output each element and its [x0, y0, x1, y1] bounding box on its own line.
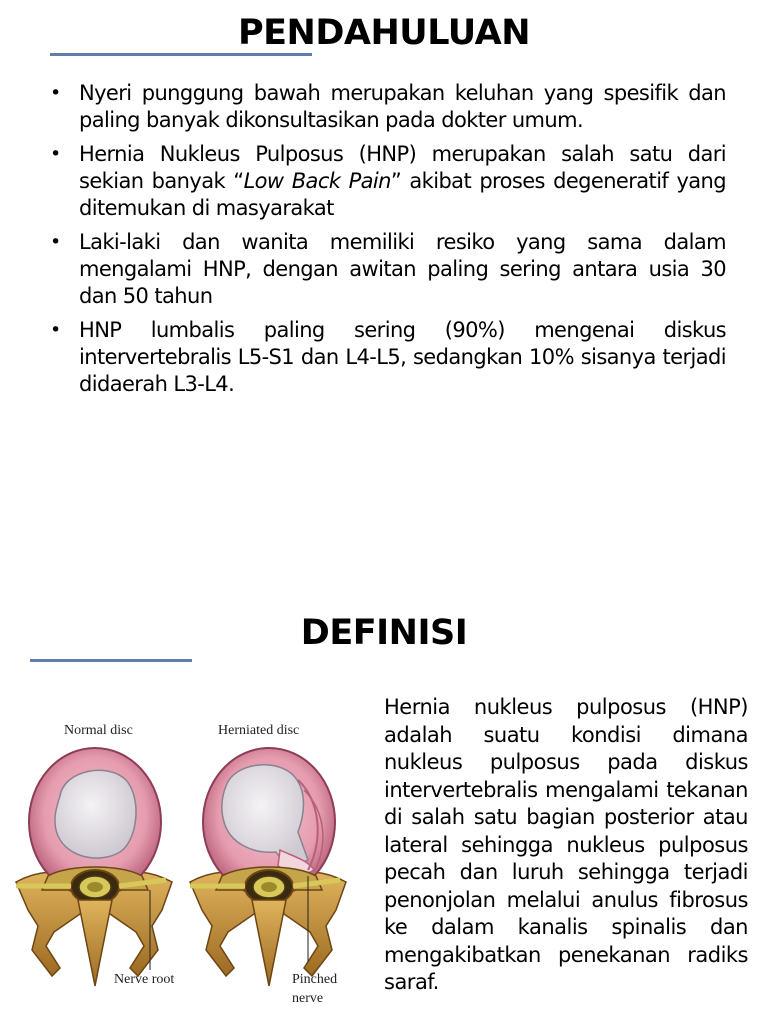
bullet-dot-icon: •: [50, 231, 61, 253]
slide-definisi: [0, 512, 768, 1024]
bullet-item: • Hernia Nukleus Pulposus (HNP) merupakan salah satu dari sekian banyak “Low Back Pain” akibat proses degeneratif yang ditemukan di masyarakat: [50, 142, 726, 220]
herniated-disc-label: Herniated disc: [218, 723, 300, 738]
bullet-dot-icon: •: [50, 82, 61, 104]
slide-title-pendahuluan: PENDAHULUAN: [238, 13, 530, 53]
title-underline: [50, 53, 312, 56]
bullet-item: • Nyeri punggung bawah merupakan keluhan yang spesifik dan paling banyak dikonsultasikan pada dokter umum.: [50, 81, 726, 132]
definition-text: Hernia nukleus pulposus (HNP) adalah suatu kondisi dimana nukleus pulposus pada diskus intervertebralis mengalami tekanan di salah satu bagian posterior atau lateral sehingga nukleus pulposus pecah dan luruh sehingga terjadi penonjolan melalui anulus fibrosus ke dalam kanalis spinalis dan mengakibatkan penekanan radiks saraf.: [384, 695, 748, 994]
disc-herniation-illustration: [8, 700, 368, 1024]
normal-disc-label: Normal disc: [64, 723, 133, 738]
nerve-root-label: Nerve root: [114, 972, 175, 987]
pinched-nerve-label-line2: nerve: [292, 991, 324, 1006]
bullet-dot-icon: •: [50, 143, 61, 165]
italic-term: Low Back Pain: [243, 169, 391, 193]
title-underline: [30, 659, 192, 662]
pinched-nerve-label-line1: Pinched: [292, 972, 338, 987]
bullet-item: • HNP lumbalis paling sering (90%) mengenai diskus intervertebralis L5-S1 dan L4-L5, sedangkan 10% sisanya terjadi didaerah L3-L4.: [50, 318, 726, 396]
bullet-list: [50, 80, 726, 405]
slide-title-definisi: DEFINISI: [300, 613, 468, 653]
bullet-item: • Laki-laki dan wanita memiliki resiko yang sama dalam mengalami HNP, dengan awitan paling sering antara usia 30 dan 50 tahun: [50, 230, 726, 308]
bullet-dot-icon: •: [50, 319, 61, 341]
herniated-disc-icon: [190, 748, 346, 986]
normal-disc-icon: [16, 748, 175, 987]
